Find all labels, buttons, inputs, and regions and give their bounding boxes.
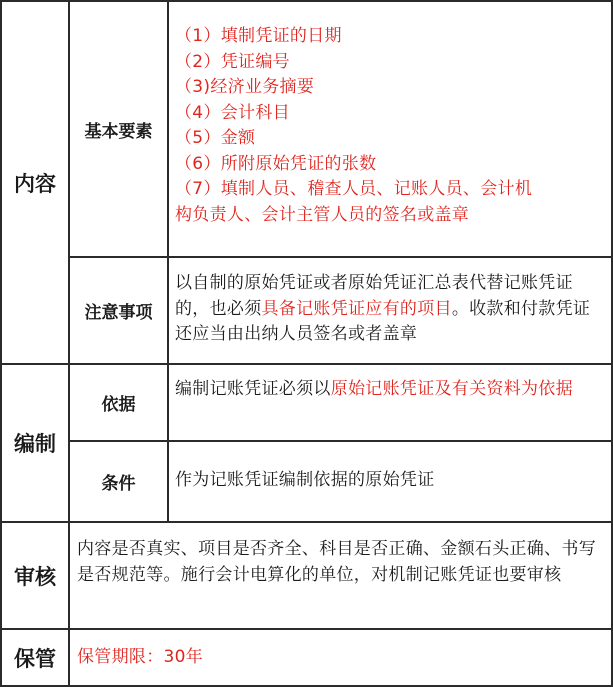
basic-elements-label: 基本要素	[84, 121, 153, 142]
notes-text-highlight: 具备记账凭证应有的项目	[261, 298, 452, 319]
storage-text-value: 保管期限：30年	[77, 647, 204, 667]
category-preparation-label: 编制	[14, 432, 56, 456]
category-storage-label: 保管	[14, 646, 56, 671]
condition-label: 条件	[101, 474, 136, 494]
list-item: （7）填制人员、稽查人员、记账人员、会计机	[175, 179, 533, 199]
list-item: 构负责人、会计主管人员的签名或盖章	[175, 204, 470, 225]
notes-header	[70, 258, 167, 363]
divider-col-2-upper	[167, 0, 169, 522]
review-text-value: 内容是否真实、项目是否齐全、科目是否正确、金额石头正确、书写是否规范等。施行会计电算化的单位，对机制记账凭证也要审核	[77, 539, 596, 585]
list-item: （3)经济业务摘要	[175, 77, 315, 97]
list-item: （5）金额	[175, 128, 256, 148]
list-item: （4）会计科目	[175, 102, 290, 123]
list-item: （1）填制凭证的日期	[175, 26, 342, 46]
notes-text-part-2: 。收款和付款凭证还应当由出纳人员签名或者盖章	[175, 298, 591, 344]
category-content	[2, 2, 68, 363]
category-storage	[2, 630, 68, 685]
condition-header	[70, 442, 167, 521]
list-item: （2）凭证编号	[175, 51, 290, 72]
basis-text-part-1: 编制记账凭证必须以	[175, 379, 331, 399]
notes-text-part-1: 以自制的原始凭证或者原始凭证汇总表代替记账凭证的，也必须	[175, 273, 573, 319]
basis-header	[70, 365, 167, 440]
category-review	[2, 523, 68, 628]
category-content-label: 内容	[14, 171, 56, 196]
category-preparation	[2, 365, 68, 521]
basic-elements-list	[175, 24, 607, 228]
basis-text	[175, 377, 605, 403]
divider-preparation-review	[0, 521, 613, 523]
basic-elements-header	[70, 2, 167, 256]
divider-review-storage	[0, 628, 613, 630]
list-item: （6）所附原始凭证的张数	[175, 153, 377, 174]
category-review-label: 审核	[14, 564, 56, 589]
notes-label: 注意事项	[84, 303, 153, 323]
basis-label: 依据	[101, 395, 136, 415]
condition-text-value: 作为记账凭证编制依据的原始凭证	[175, 470, 435, 490]
basis-text-highlight: 原始记账凭证及有关资料为依据	[330, 379, 573, 399]
storage-text	[77, 645, 607, 671]
notes-text	[175, 271, 605, 348]
review-text	[77, 537, 607, 588]
condition-text	[175, 468, 605, 494]
